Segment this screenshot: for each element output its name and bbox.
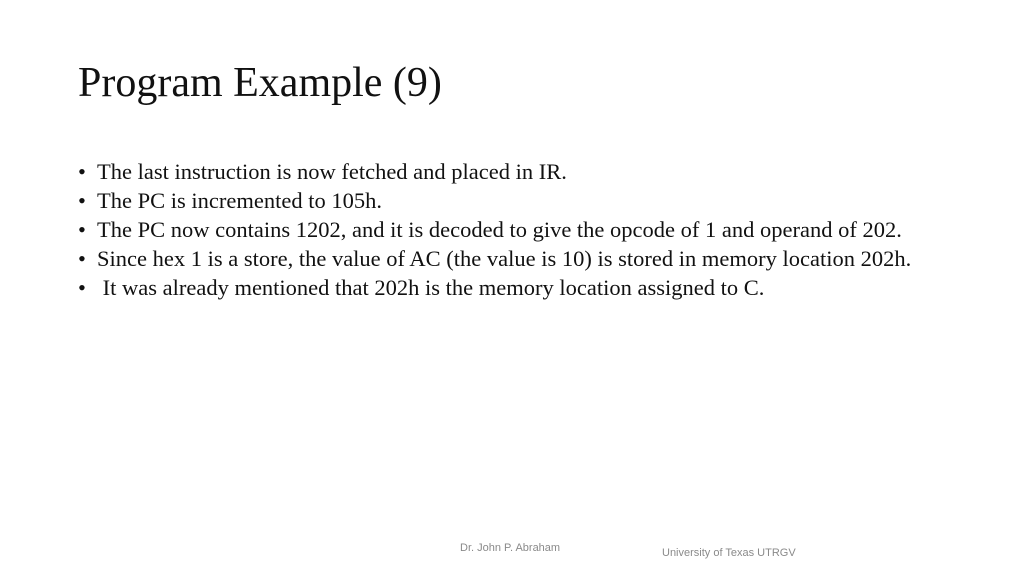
bullet-text: The last instruction is now fetched and placed in IR. [97,159,567,184]
bullet-item [78,186,948,215]
footer-author: Dr. John P. Abraham [460,542,561,554]
bullet-marker: • [78,275,86,300]
bullet-item [78,244,948,273]
bullet-item [78,157,948,186]
bullet-marker: • [78,246,86,271]
slide-title: Program Example (9) [78,60,442,106]
bullet-marker: • [78,159,86,184]
footer-institution: University of Texas UTRGV [662,547,796,559]
bullet-text: The PC is incremented to 105h. [97,188,382,213]
bullet-text: The PC now contains 1202, and it is decoded to give the opcode of 1 and operand of 202. [97,217,902,242]
bullet-marker: • [78,188,86,213]
bullet-item [78,215,948,244]
bullet-list [78,157,948,302]
bullet-text: Since hex 1 is a store, the value of AC (the value is 10) is stored in memory location 202h. [97,246,912,271]
bullet-text: It was already mentioned that 202h is the memory location assigned to C. [97,275,765,300]
bullet-item [78,273,948,302]
bullet-marker: • [78,217,86,242]
